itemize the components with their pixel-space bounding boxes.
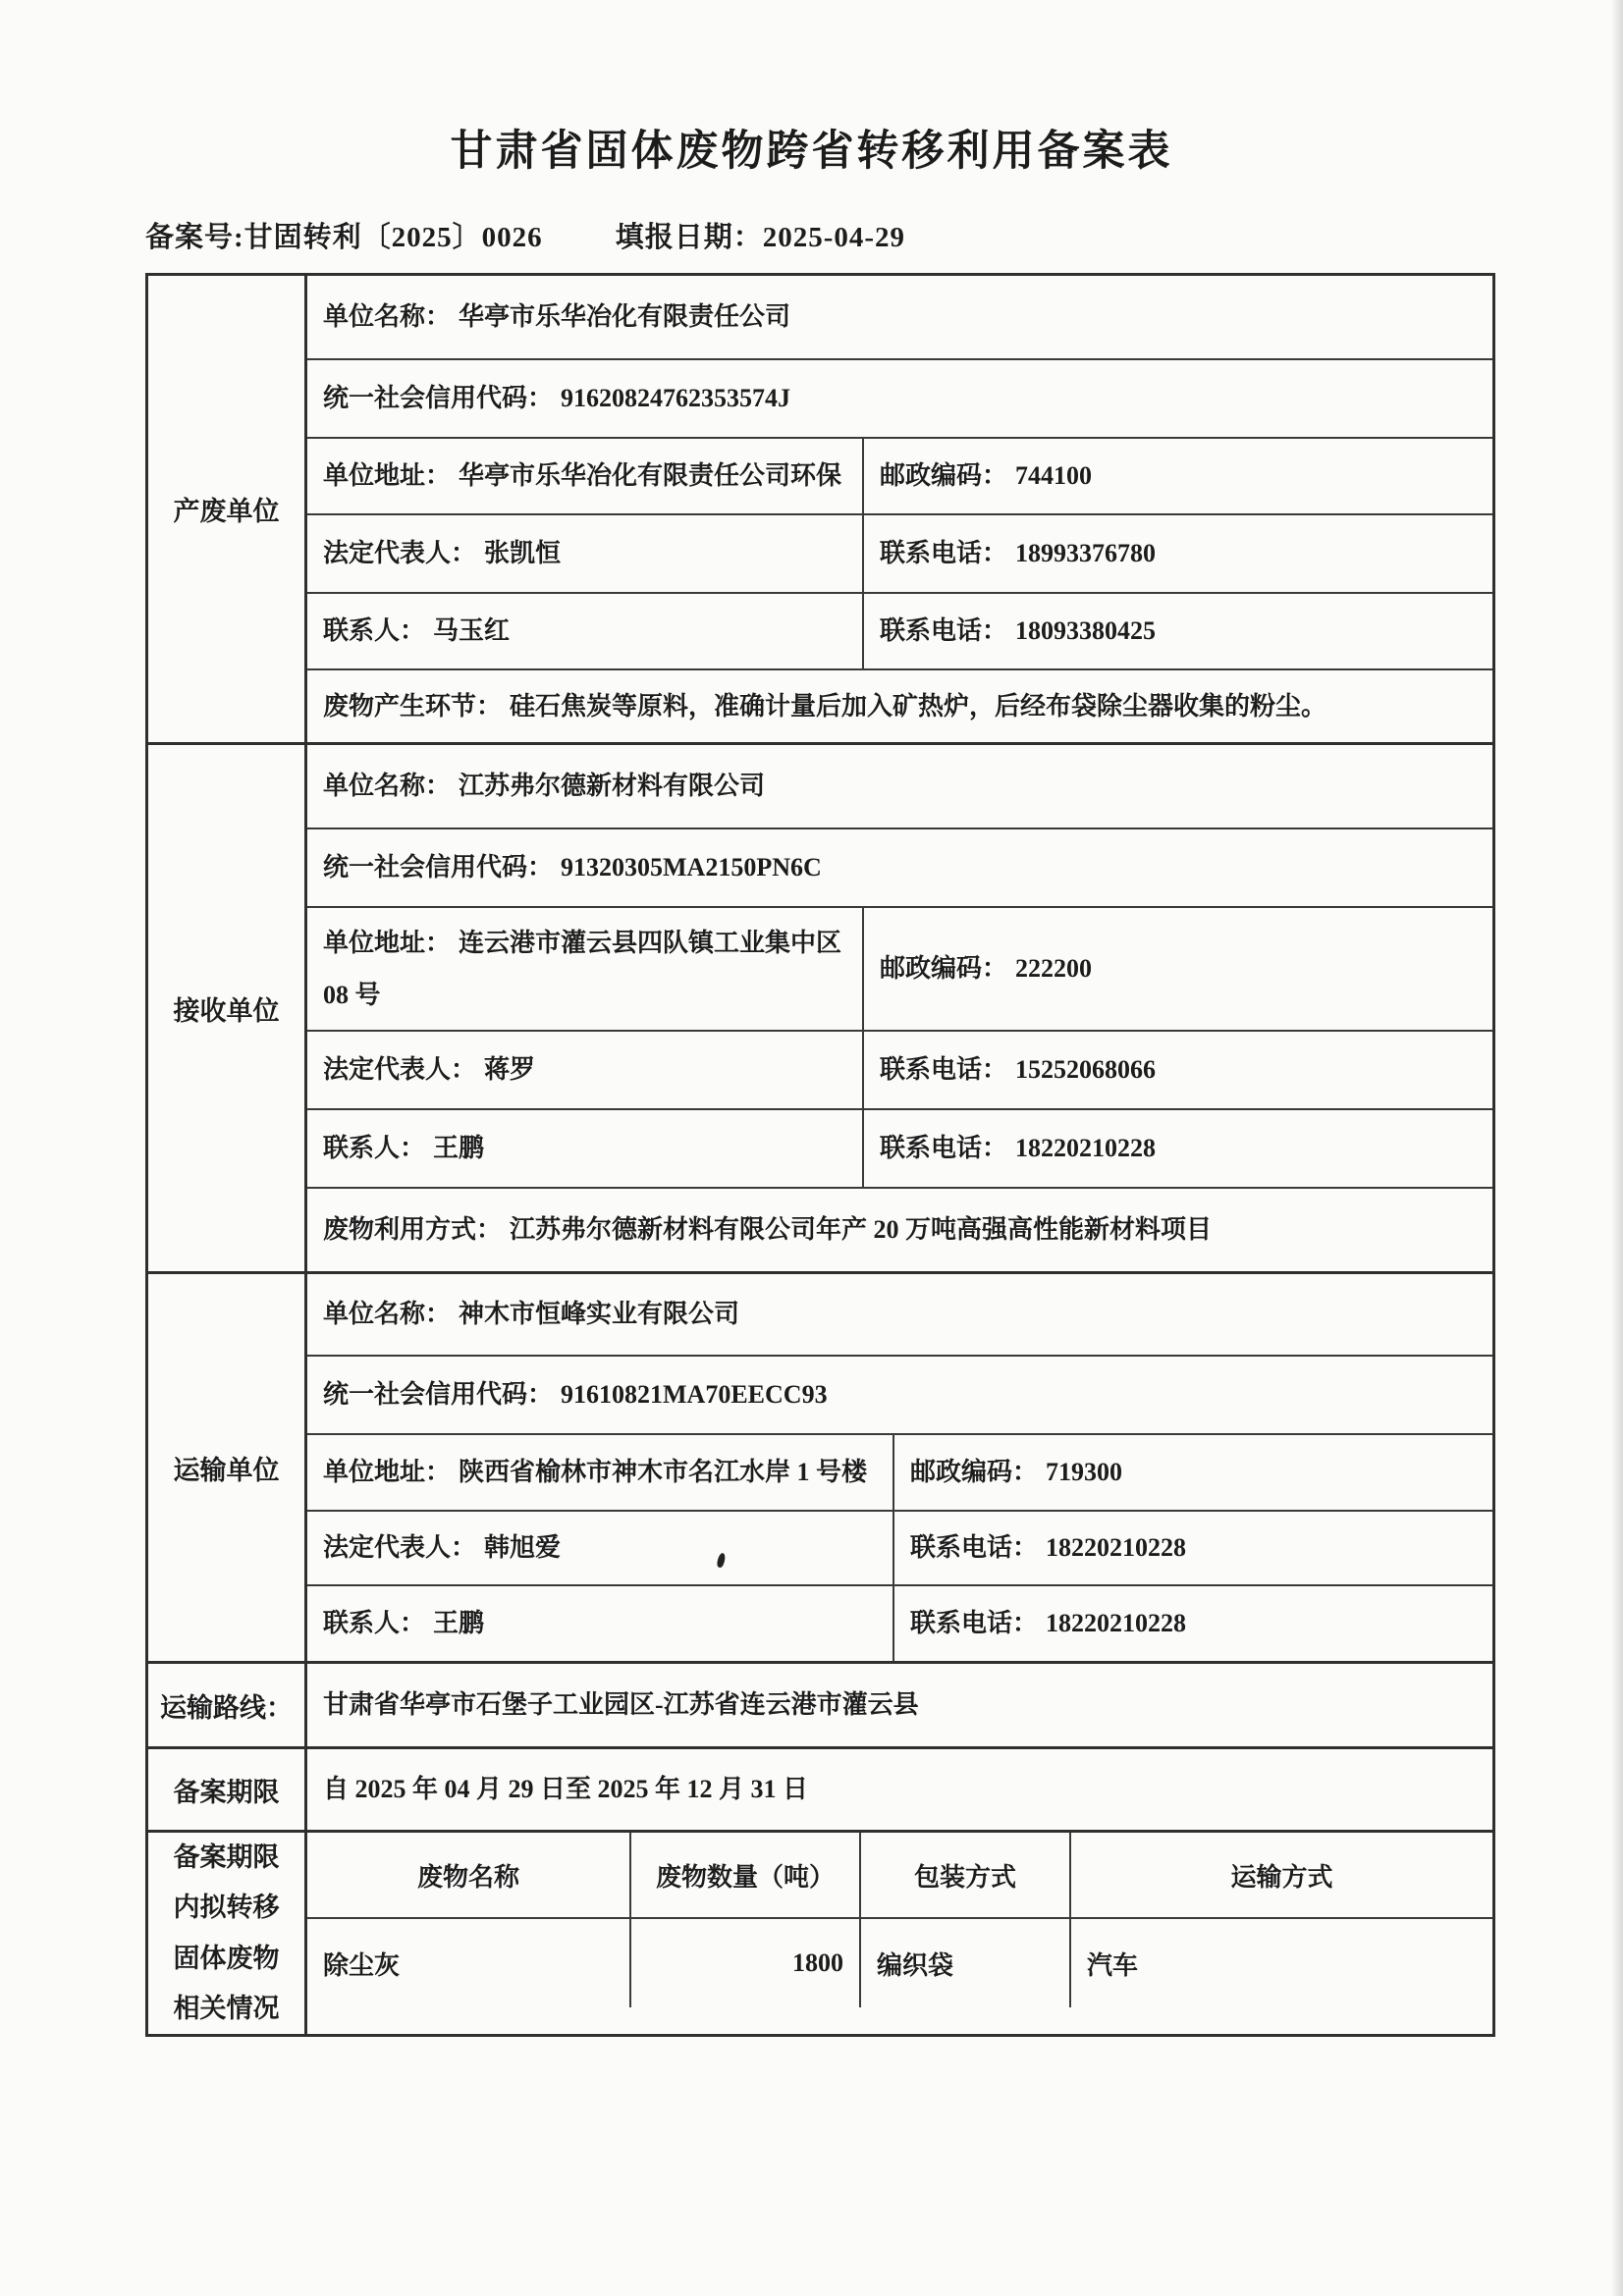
column-header-packaging: 包装方式	[859, 1833, 1069, 1917]
field-value: 91610821MA70EECC93	[561, 1380, 828, 1410]
field-label: 单位名称：	[323, 302, 452, 332]
field-producer-unit-name	[307, 276, 1492, 358]
field-label: 联系电话：	[880, 1134, 1008, 1163]
section-label-receiver	[148, 745, 307, 1271]
field-label: 联系电话：	[910, 1533, 1039, 1563]
field-transporter-credit-code	[307, 1357, 1492, 1433]
row-filing-period-label	[148, 1749, 307, 1830]
field-label: 法定代表人：	[323, 1533, 477, 1563]
field-value: 18093380425	[1015, 616, 1157, 646]
column-header-transport-mode: 运输方式	[1069, 1833, 1492, 1917]
waste-table-data-row	[307, 1917, 1492, 2007]
field-value: 18220210228	[1015, 1134, 1157, 1163]
field-producer-contact-phone	[864, 594, 1492, 668]
field-value: 719300	[1046, 1458, 1123, 1487]
field-transporter-contact-phone	[894, 1586, 1492, 1661]
section-receiver	[148, 742, 1492, 1271]
table-row	[307, 745, 1492, 828]
table-row	[307, 1433, 1492, 1510]
field-transporter-legal-rep	[307, 1512, 894, 1584]
field-receiver-usage	[307, 1189, 1492, 1271]
field-value: 甘肃省华亭市石堡子工业园区-江苏省连云港市灌云县	[323, 1690, 919, 1720]
field-label: 法定代表人：	[323, 1055, 477, 1085]
section-transporter	[148, 1271, 1492, 1661]
table-row	[307, 1355, 1492, 1433]
fill-date-label: 填报日期：	[615, 222, 763, 253]
field-label: 废物利用方式：	[323, 1215, 503, 1245]
field-value: 222200	[1015, 954, 1093, 984]
field-receiver-credit-code	[307, 829, 1492, 906]
field-label: 联系人：	[323, 1134, 426, 1163]
field-receiver-unit-name	[307, 745, 1492, 828]
field-label: 联系人：	[323, 616, 426, 646]
table-row	[307, 1274, 1492, 1355]
field-label: 统一社会信用代码：	[323, 384, 554, 413]
field-value: 马玉红	[433, 616, 511, 646]
field-transporter-postcode	[894, 1435, 1492, 1510]
row-filing-period	[148, 1746, 1492, 1830]
cell-packaging: 编织袋	[859, 1919, 1069, 2007]
waste-table-header-row	[307, 1833, 1492, 1917]
page-title: 甘肃省固体废物跨省转移利用备案表	[450, 129, 1173, 175]
field-label: 单位地址：	[323, 928, 452, 957]
section-label-transporter	[148, 1274, 307, 1661]
field-producer-postcode	[864, 439, 1492, 513]
field-producer-legal-rep	[307, 515, 864, 592]
field-value: 自 2025 年 04 月 29 日至 2025 年 12 月 31 日	[323, 1775, 809, 1804]
field-value: 硅石焦炭等原料，准确计量后加入矿热炉，后经布袋除尘器收集的粉尘。	[510, 691, 1327, 721]
field-receiver-contact-phone	[864, 1110, 1492, 1187]
field-value: 华亭市乐华冶化有限责任公司	[459, 302, 791, 332]
column-header-waste-name: 废物名称	[416, 1862, 519, 1892]
field-value: 91320305MA2150PN6C	[561, 853, 822, 882]
section-label-text: 运输单位	[173, 1455, 280, 1485]
filing-no-value: 甘固转利〔2025〕0026	[243, 222, 543, 253]
field-label: 法定代表人：	[323, 539, 477, 568]
field-value: 91620824762353574J	[561, 384, 791, 413]
field-label: 邮政编码：	[880, 954, 1008, 984]
table-row	[307, 828, 1492, 906]
field-value: 王鹏	[433, 1609, 485, 1638]
field-label: 联系电话：	[880, 539, 1008, 568]
field-producer-credit-code	[307, 360, 1492, 437]
table-row	[307, 276, 1492, 358]
table-row	[307, 513, 1492, 592]
field-value: 王鹏	[433, 1134, 485, 1163]
filing-form-table	[145, 273, 1495, 2037]
section-label-text: 接收单位	[173, 995, 280, 1026]
field-route-value	[307, 1664, 1492, 1746]
table-row	[307, 1510, 1492, 1584]
field-transporter-address	[307, 1435, 894, 1510]
field-label: 废物产生环节：	[323, 691, 503, 721]
field-label: 单位名称：	[323, 1300, 452, 1329]
table-row	[307, 668, 1492, 742]
field-label: 单位地址：	[323, 461, 452, 491]
table-row	[307, 906, 1492, 1030]
row-route	[148, 1661, 1492, 1746]
table-row	[307, 437, 1492, 513]
field-value: 江苏弗尔德新材料有限公司年产 20 万吨高强高性能新材料项目	[510, 1215, 1213, 1245]
table-row	[307, 1749, 1492, 1830]
table-row	[307, 1108, 1492, 1187]
table-row	[307, 1664, 1492, 1746]
field-label: 联系电话：	[880, 1055, 1008, 1085]
field-label: 单位地址：	[323, 1458, 452, 1487]
field-value: 江苏弗尔德新材料有限公司	[459, 772, 766, 801]
field-value: 18220210228	[1046, 1609, 1187, 1638]
field-receiver-legal-rep-phone	[864, 1032, 1492, 1108]
field-label: 联系电话：	[880, 616, 1008, 646]
field-receiver-postcode	[864, 908, 1492, 1030]
field-value: 韩旭爱	[484, 1533, 562, 1563]
field-producer-legal-rep-phone	[864, 515, 1492, 592]
field-value: 张凯恒	[484, 539, 562, 568]
field-value: 18220210228	[1046, 1533, 1187, 1563]
field-label: 统一社会信用代码：	[323, 853, 554, 882]
section-label-producer	[148, 276, 307, 742]
section-label-text: 备案期限内拟转移固体废物相关情况	[173, 1842, 280, 2023]
field-value: 神木市恒峰实业有限公司	[459, 1300, 740, 1329]
field-value: 蒋罗	[484, 1055, 536, 1085]
table-row	[307, 358, 1492, 437]
section-label-text: 产废单位	[173, 497, 280, 526]
cell-transport-mode: 汽车	[1069, 1919, 1492, 2007]
section-waste-info	[148, 1830, 1492, 2034]
cell-waste-name: 除尘灰	[323, 1950, 401, 1980]
field-label: 联系人：	[323, 1609, 426, 1638]
field-transporter-contact	[307, 1586, 894, 1661]
fill-date-value: 2025-04-29	[762, 222, 906, 253]
field-value: 18993376780	[1015, 539, 1157, 568]
cell-waste-quantity: 1800	[629, 1919, 859, 2007]
field-producer-contact	[307, 594, 864, 668]
section-producer	[148, 276, 1492, 742]
field-value: 陕西省榆林市神木市名江水岸 1 号楼	[459, 1458, 868, 1487]
field-transporter-legal-rep-phone	[894, 1512, 1492, 1584]
field-filing-period-value	[307, 1749, 1492, 1830]
field-label: 备案期限	[173, 1777, 280, 1807]
field-value: 连云港市灌云县四队镇工业集中区 08 号	[323, 928, 842, 1009]
field-label: 联系电话：	[910, 1609, 1039, 1638]
table-row	[307, 592, 1492, 668]
field-value: 744100	[1015, 461, 1093, 491]
table-row	[307, 1584, 1492, 1661]
field-receiver-address	[307, 908, 864, 1030]
field-value: 华亭市乐华冶化有限责任公司环保	[459, 461, 842, 491]
column-header-waste-quantity: 废物数量（吨）	[629, 1833, 859, 1917]
field-value: 15252068066	[1015, 1055, 1157, 1085]
field-transporter-unit-name	[307, 1274, 1492, 1355]
filing-no-label: 备案号:	[145, 222, 244, 253]
table-row	[307, 1030, 1492, 1108]
field-receiver-contact	[307, 1110, 864, 1187]
field-label: 运输路线：	[160, 1692, 293, 1723]
field-label: 邮政编码：	[910, 1458, 1039, 1487]
field-label: 统一社会信用代码：	[323, 1380, 554, 1410]
field-label: 邮政编码：	[880, 461, 1008, 491]
field-receiver-legal-rep	[307, 1032, 864, 1108]
field-producer-process	[307, 670, 1492, 742]
table-row	[307, 1187, 1492, 1271]
section-label-waste-info	[148, 1833, 307, 2034]
row-route-label	[148, 1664, 307, 1746]
field-producer-address	[307, 439, 864, 513]
form-meta-row	[145, 215, 1623, 255]
field-label: 单位名称：	[323, 772, 452, 801]
